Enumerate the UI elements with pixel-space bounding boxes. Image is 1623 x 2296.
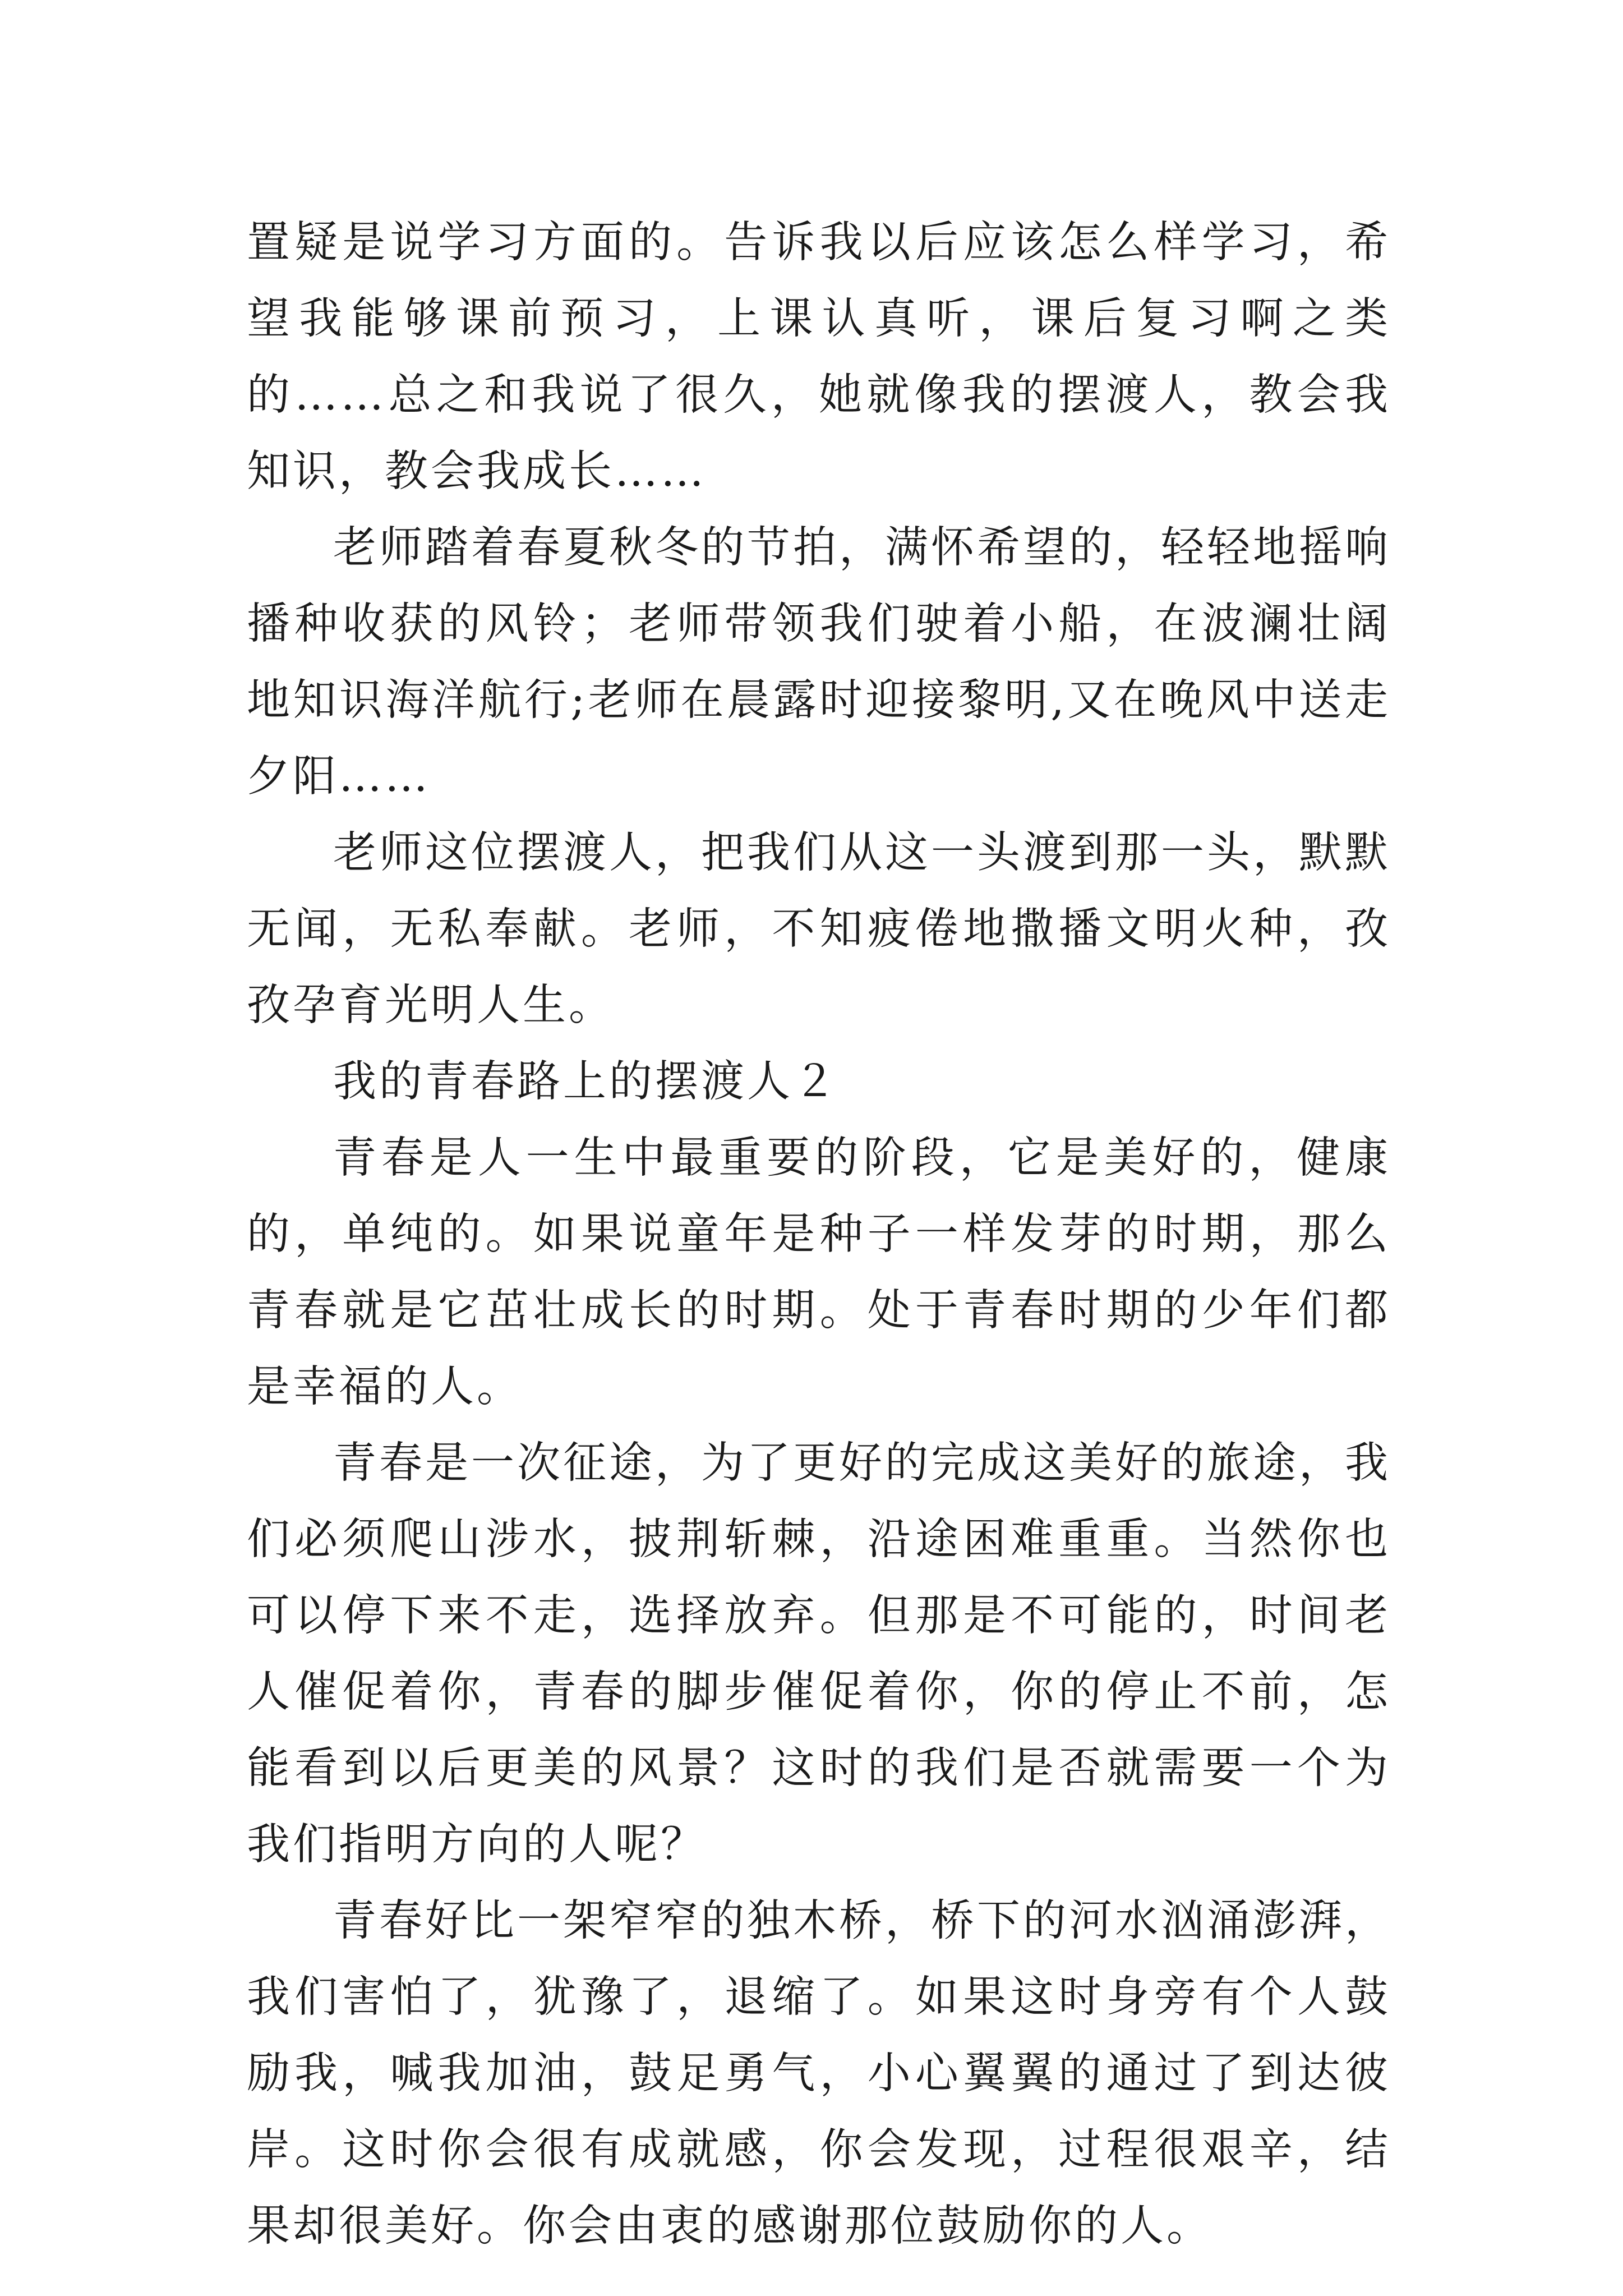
paragraph-youth-journey: 青春是一次征途，为了更好的完成这美好的旅途，我们必须爬山涉水，披荆斩棘，沿途困难重重。当然你也可以停下来不走，选择放弃。但那是不可能的，时间老人催促着你，青春的脚步催促着你，你的停止不前，怎能看到以后更美的风景？这时的我们是否就需要一个为我们指明方向的人呢？ [247,1438,1391,1870]
document-body [247,205,1391,2265]
paragraph-continuation: 置疑是说学习方面的。告诉我以后应该怎么样学习，希望我能够课前预习，上课认真听，课后复习啊之类的……总之和我说了很久，她就像我的摆渡人，教会我知识，教会我成长…… [247,218,1391,496]
paragraph-teacher-ferryman: 老师这位摆渡人，把我们从这一头渡到那一头，默默无闻，无私奉献。老师，不知疲倦地撒播文明火种，孜孜孕育光明人生。 [247,828,1391,1030]
section-heading: 我的青春路上的摆渡人２ [333,1057,839,1107]
paragraph-youth-stage: 青春是人一生中最重要的阶段，它是美好的，健康的，单纯的。如果说童年是种子一样发芽的时期，那么青春就是它茁壮成长的时期。处于青春时期的少年们都是幸福的人。 [247,1133,1391,1412]
paragraph-teacher-rhythm: 老师踏着春夏秋冬的节拍，满怀希望的，轻轻地摇响播种收获的风铃；老师带领我们驶着小船，在波澜壮阔地知识海洋航行;老师在晨露时迎接黎明,又在晚风中送走夕阳…… [247,523,1391,802]
paragraph-youth-bridge: 青春好比一架窄窄的独木桥，桥下的河水汹涌澎湃，我们害怕了，犹豫了，退缩了。如果这时身旁有个人鼓励我，喊我加油，鼓足勇气，小心翼翼的通过了到达彼岸。这时你会很有成就感，你会发现，过程很艰辛，结果却很美好。你会由衷的感谢那位鼓励你的人。 [247,1896,1391,2251]
